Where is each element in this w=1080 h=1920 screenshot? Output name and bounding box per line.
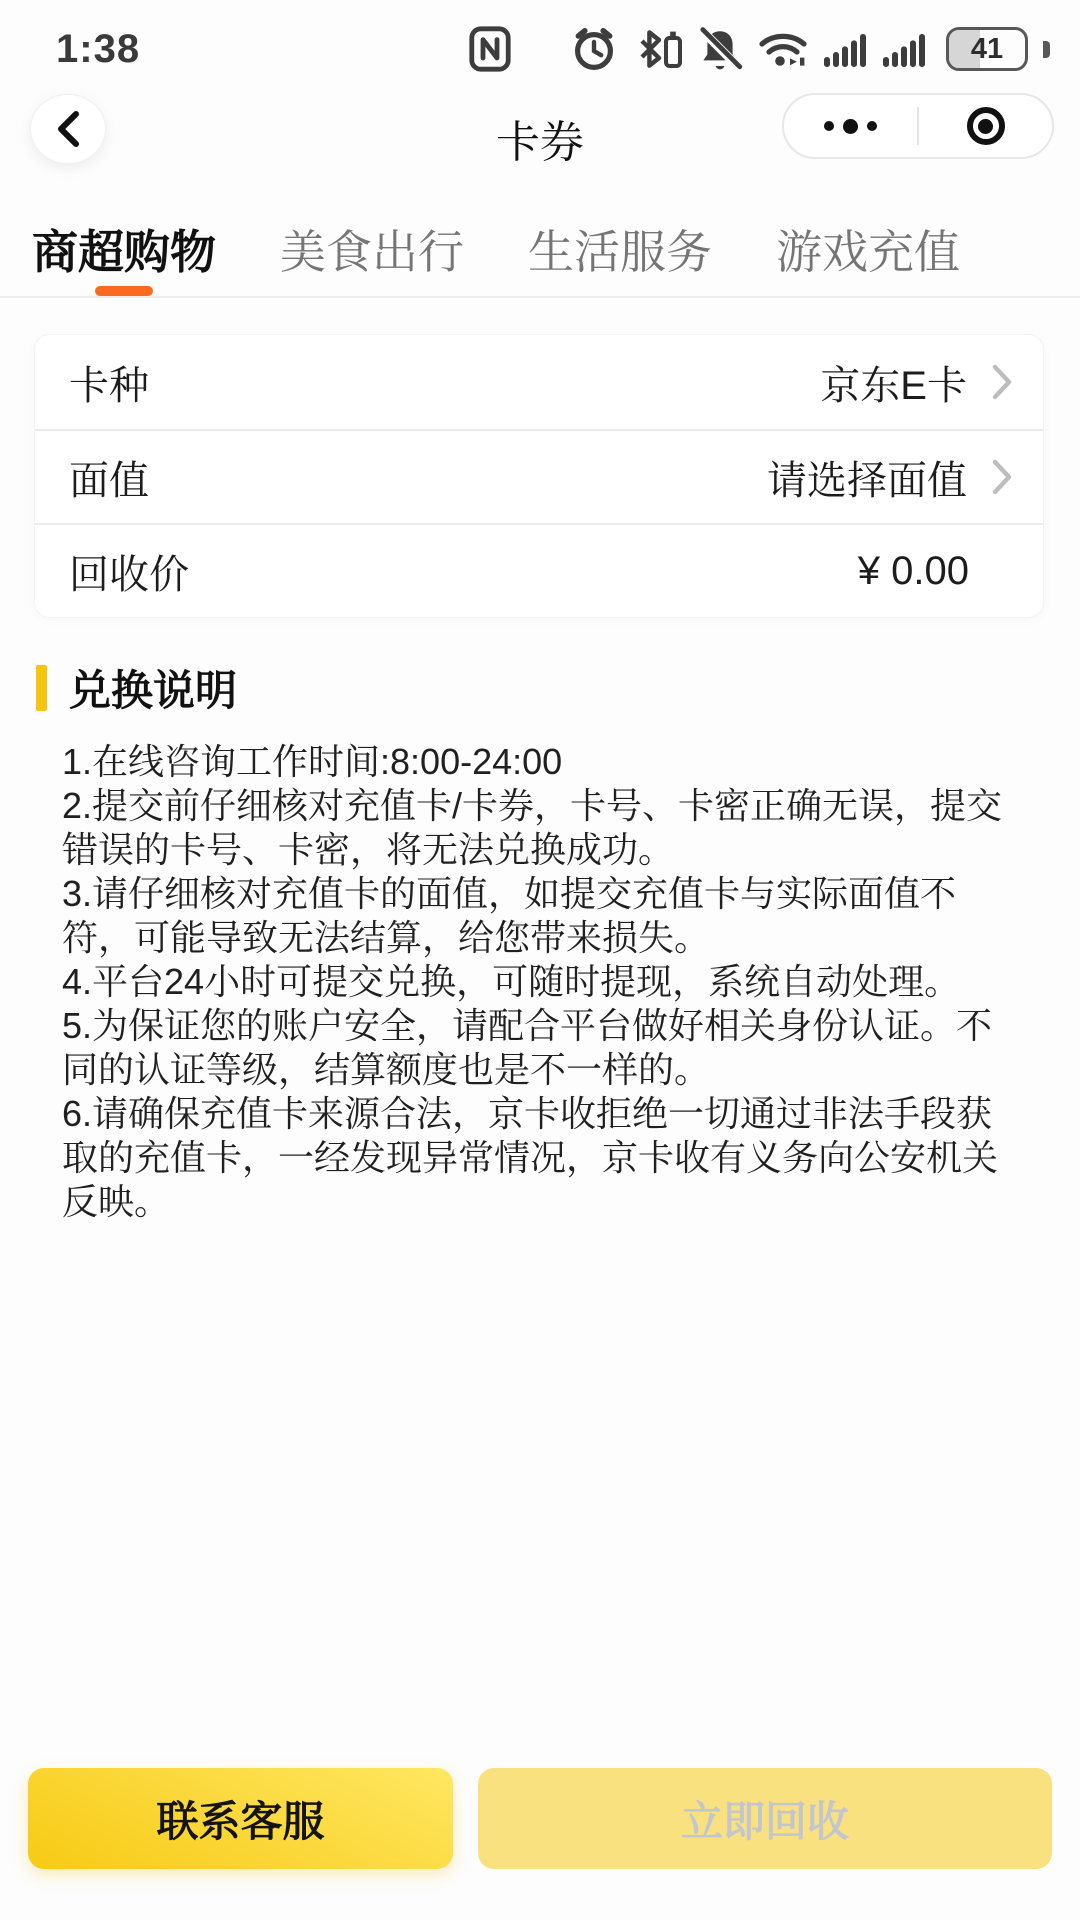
nfc-icon (469, 26, 511, 72)
instruction-line: 3.请仔细核对充值卡的面值，如提交充值卡与实际面值不符，可能导致无法结算，给您带来损失。 (62, 873, 957, 958)
status-icons (469, 26, 1050, 72)
chevron-left-icon (56, 110, 80, 148)
instruction-line: 2.提交前仔细核对充值卡/卡券，卡号、卡密正确无误，提交错误的卡号、卡密，将无法兑换成功。 (62, 785, 1003, 870)
recycle-price-row: 回收价 ¥ 0.00 (35, 523, 1043, 617)
chevron-right-icon (991, 363, 1013, 401)
face-value-row[interactable]: 面值 请选择面值 (35, 429, 1043, 523)
alarm-icon (570, 26, 618, 72)
category-tabs (0, 188, 1080, 298)
card-type-value: 京东E卡 (820, 363, 967, 408)
instruction-line: 1.在线咨询工作时间:8:00-24:00 (62, 741, 563, 782)
tab-food-travel[interactable]: 美食出行 (280, 226, 464, 278)
status-bar (0, 0, 1080, 88)
target-circle-icon (967, 107, 1005, 145)
notifications-off-icon (696, 26, 744, 72)
recycle-now-button[interactable]: 立即回收 (478, 1768, 1052, 1869)
recycle-form-card (34, 334, 1044, 618)
active-tab-underline (95, 286, 153, 296)
tab-life-services[interactable]: 生活服务 (528, 226, 712, 278)
chevron-right-icon (991, 458, 1013, 496)
battery-percent: 41 (970, 32, 1004, 65)
close-minimize-button[interactable] (919, 95, 1052, 157)
tab-game-recharge[interactable]: 游戏充值 (776, 226, 960, 278)
wifi-icon (757, 26, 809, 72)
face-value-value: 请选择面值 (767, 458, 967, 503)
more-button[interactable] (784, 95, 917, 157)
back-button[interactable] (30, 94, 106, 164)
navbar (0, 88, 1080, 188)
status-time: 1:38 (56, 26, 141, 71)
bluetooth-battery-icon (631, 26, 683, 72)
battery-nub (1043, 41, 1050, 58)
footer-action-bar (0, 1768, 1080, 1920)
tab-shopping[interactable]: 商超购物 (32, 228, 216, 296)
more-dots-icon (824, 119, 877, 134)
instructions-header (36, 658, 1080, 718)
contact-service-button[interactable]: 联系客服 (28, 1768, 453, 1869)
instruction-line: 6.请确保充值卡来源合法，京卡收拒绝一切通过非法手段获取的充值卡，一经发现异常情况，京卡收有义务向公安机关反映。 (62, 1093, 999, 1222)
instruction-line: 5.为保证您的账户安全，请配合平台做好相关身份认证。不同的认证等级，结算额度也是不一样的。 (62, 1005, 993, 1090)
card-type-row[interactable]: 卡种 京东E卡 (35, 335, 1043, 429)
instructions-title: 兑换说明 (69, 667, 238, 714)
page-title: 卡券 (496, 118, 584, 167)
section-marker (36, 665, 47, 711)
instructions-body (62, 740, 1026, 1224)
instruction-line: 4.平台24小时可提交兑换，可随时提现，系统自动处理。 (62, 961, 961, 1002)
recycle-price-value: ¥ 0.00 (857, 548, 969, 593)
signal-icon-2 (881, 26, 927, 72)
miniprogram-capsule (782, 93, 1054, 159)
signal-icon (822, 26, 868, 72)
battery-icon (946, 27, 1028, 71)
